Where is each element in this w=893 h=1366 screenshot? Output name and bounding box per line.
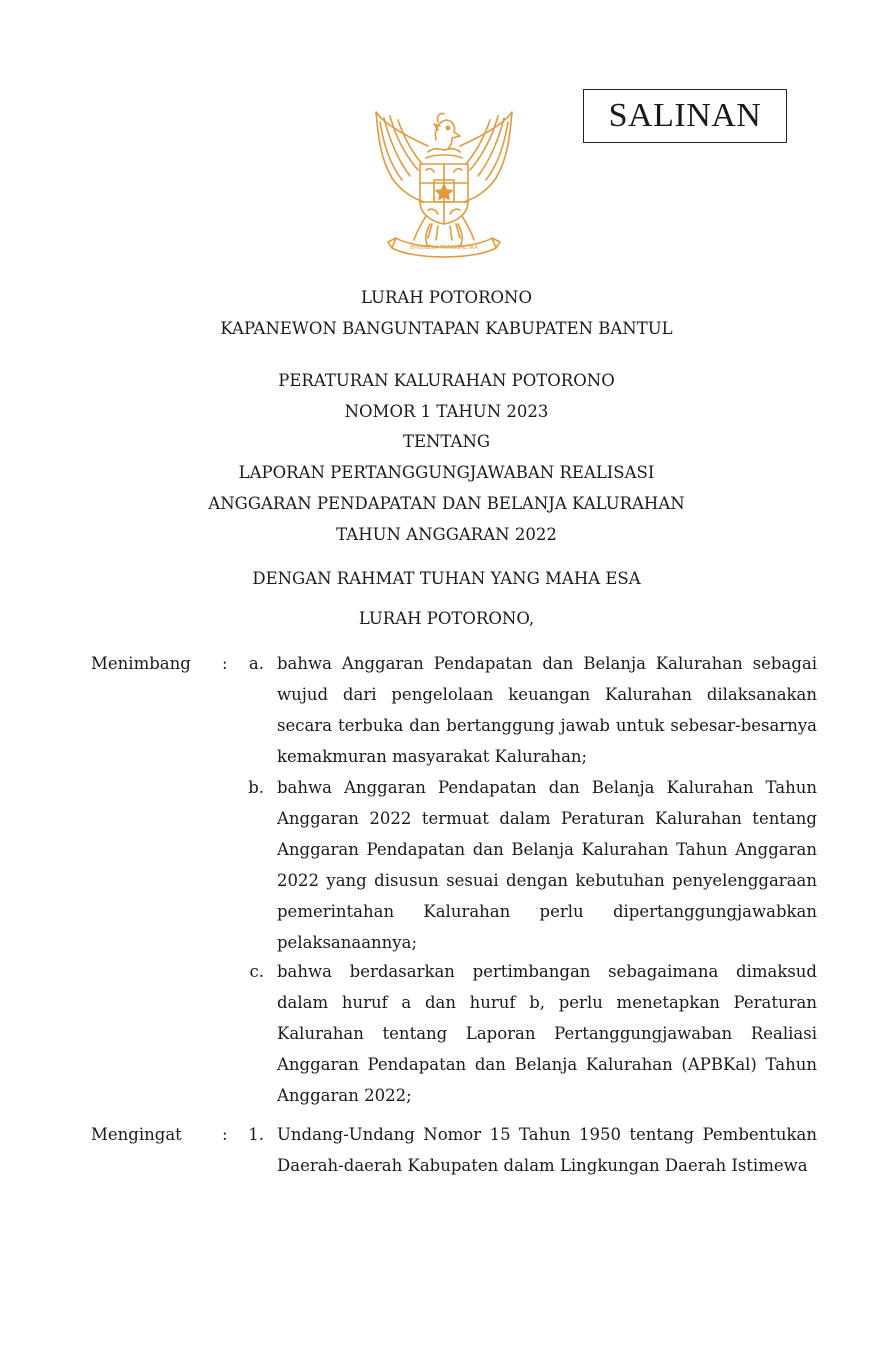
heading-kapanewon: KAPANEWON BANGUNTAPAN KABUPATEN BANTUL [220, 319, 673, 338]
mengingat-label: Mengingat [91, 1125, 182, 1144]
salinan-stamp: SALINAN [583, 89, 787, 143]
menimbang-item-a: bahwa Anggaran Pendapatan dan Belanja Kalurahan sebagai wujud dari pengelolaan keuangan Kalurahan dilaksanakan secara terbuka dan bertanggung jawab untuk sebesar-besarnya kemakmuran masyarakat Kalurahan; [277, 654, 817, 766]
heading-lurah: LURAH POTORONO [360, 288, 532, 307]
menimbang-marker-a: a. [248, 654, 264, 673]
menimbang-label: Menimbang [91, 654, 191, 673]
title-subject-line2: ANGGARAN PENDAPATAN DAN BELANJA KALURAHAN [208, 494, 685, 513]
menimbang-marker-c: c. [249, 962, 264, 981]
mengingat-colon: : [222, 1125, 228, 1144]
title-subject-line1: LAPORAN PERTANGGUNGJAWABAN REALISASI [238, 463, 655, 482]
title-peraturan: PERATURAN KALURAHAN POTORONO [278, 371, 615, 390]
title-subject-line3: TAHUN ANGGARAN 2022 [336, 525, 557, 544]
garuda-emblem-icon [366, 106, 522, 266]
mengingat-marker-1: 1. [248, 1125, 264, 1144]
menimbang-marker-b: b. [248, 778, 264, 797]
menimbang-colon: : [222, 654, 228, 673]
title-nomor: NOMOR 1 TAHUN 2023 [344, 402, 549, 421]
mengingat-item-1: Undang-Undang Nomor 15 Tahun 1950 tentang Pembentukan Daerah-daerah Kabupaten dalam Lingkungan Daerah Istimewa [277, 1125, 817, 1175]
title-tentang: TENTANG [402, 432, 491, 451]
menimbang-item-c: bahwa berdasarkan pertimbangan sebagaimana dimaksud dalam huruf a dan huruf b, perlu menetapkan Peraturan Kalurahan tentang Laporan Pertanggungjawaban Realiasi Anggaran Pendapatan dan Belanja Kalurahan (APBKal) Tahun Anggaran 2022; [277, 962, 817, 1105]
preamble-rahmat: DENGAN RAHMAT TUHAN YANG MAHA ESA [252, 569, 641, 588]
menimbang-item-b: bahwa Anggaran Pendapatan dan Belanja Kalurahan Tahun Anggaran 2022 termuat dalam Peraturan Kalurahan tentang Anggaran Pendapatan dan Belanja Kalurahan Tahun Anggaran 2022 yang disusun sesuai dengan kebutuhan penyelenggaraan pemerintahan Kalurahan perlu dipertanggungjawabkan pelaksanaannya; [277, 778, 817, 952]
svg-text:BHINNEKA TUNGGAL IKA: BHINNEKA TUNGGAL IKA [410, 245, 478, 251]
preamble-lurah: LURAH POTORONO, [358, 609, 535, 628]
